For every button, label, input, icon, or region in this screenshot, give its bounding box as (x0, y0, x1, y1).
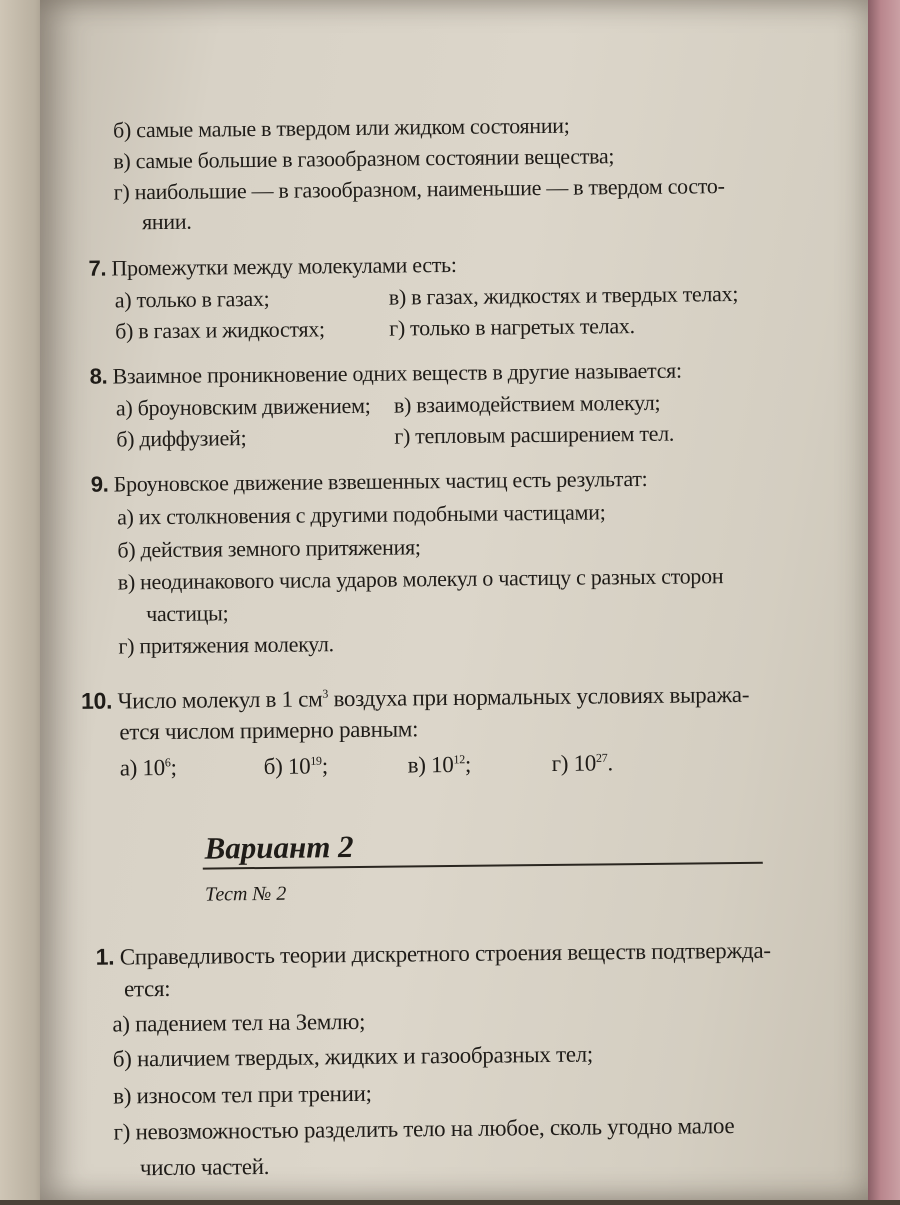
q8-option-a: а) броуновским движением; (115, 392, 371, 421)
question-10-text-post: воздуха при нормальных условиях выража- (327, 681, 750, 712)
question-1-number: 1. (95, 943, 115, 970)
q10-option-b-exp: 19 (310, 753, 322, 768)
q9-option-b: б) действия земного притяжения; (117, 534, 421, 563)
q7-option-g: г) только в нагретых телах. (389, 313, 635, 341)
q1-option-a: а) падением тел на Землю; (112, 1008, 366, 1037)
q7-option-a: а) только в газах; (114, 285, 270, 313)
question-10-text-pre: Число молекул в 1 см (117, 686, 323, 714)
q10-option-v-base: в) 10 (407, 751, 454, 778)
question-9-number: 9. (90, 471, 109, 497)
q6-option-v: в) самые большие в газообразном состоянии вещества; (113, 143, 615, 174)
q10-option-v-exp: 12 (453, 752, 465, 767)
q1-option-g: г) невозможностью разделить тело на любое, сколь угодно малое (113, 1113, 735, 1145)
q10-option-b-base: б) 10 (263, 753, 311, 779)
q10-option-g-exp: 27 (595, 750, 608, 765)
q9-option-v: в) неодинакового числа ударов молекул о частицу с разных сторон (117, 563, 724, 595)
q10-option-a-base: а) 10 (119, 754, 165, 781)
q10-option-g-base: г) 10 (551, 750, 597, 776)
q7-option-b: б) в газах и жидкостях; (115, 316, 325, 344)
question-8-text: Взаимное проникновение одних веществ в другие называется: (112, 357, 682, 389)
q10-option-b-end: ; (321, 753, 328, 779)
q1-option-b: б) наличием твердых, жидких и газообразных тел; (112, 1041, 594, 1072)
question-1 (96, 937, 771, 971)
q10-option-a (120, 755, 177, 782)
question-10-text-cont: ется числом примерно равным: (119, 716, 419, 745)
question-10 (81, 681, 749, 715)
q8-option-b: б) диффузией; (116, 425, 247, 452)
question-7-number: 7. (88, 255, 107, 281)
q6-option-g-cont: янии. (141, 208, 192, 235)
q10-option-v-end: ; (464, 751, 472, 777)
q6-option-g: г) наибольшие — в газообразном, наименьшие — в твердом состо- (113, 173, 725, 205)
q10-option-b (264, 753, 328, 780)
q10-option-g-end: . (607, 750, 614, 776)
question-7-text: Промежутки между молекулами есть: (111, 251, 457, 281)
question-7 (88, 252, 456, 282)
question-10-number: 10. (80, 687, 113, 714)
q10-option-v (408, 752, 472, 779)
q9-option-a: а) их столкновения с другими подобными частицами; (116, 499, 606, 530)
q1-option-g-cont: число частей. (139, 1153, 270, 1181)
q8-option-v: в) взаимодействием молекул; (393, 389, 661, 418)
question-10-text-sup: 3 (322, 686, 329, 701)
q10-option-a-exp: 6 (164, 755, 171, 770)
question-8 (90, 358, 682, 390)
test-subheading: Тест № 2 (204, 882, 287, 906)
question-9 (91, 466, 648, 498)
variant-heading: Вариант 2 (204, 829, 354, 866)
question-1-text-cont: ется: (123, 975, 171, 1002)
q10-option-g (552, 750, 613, 777)
q10-option-a-end: ; (170, 754, 177, 780)
q1-option-v: в) износом тел при трении; (113, 1080, 372, 1109)
q6-option-b: б) самые малые в твердом или жидком состоянии; (112, 112, 570, 143)
q9-option-v-cont: частицы; (145, 600, 229, 627)
question-9-text: Броуновское движение взвешенных частиц есть результат: (113, 465, 648, 497)
q8-option-g: г) тепловым расширением тел. (394, 420, 675, 449)
q9-option-g: г) притяжения молекул. (118, 631, 334, 659)
question-8-number: 8. (89, 363, 108, 389)
q7-option-v: в) в газах, жидкостях и твердых телах; (388, 280, 739, 310)
question-1-text: Справедливость теории дискретного строения веществ подтвержда- (119, 937, 771, 970)
